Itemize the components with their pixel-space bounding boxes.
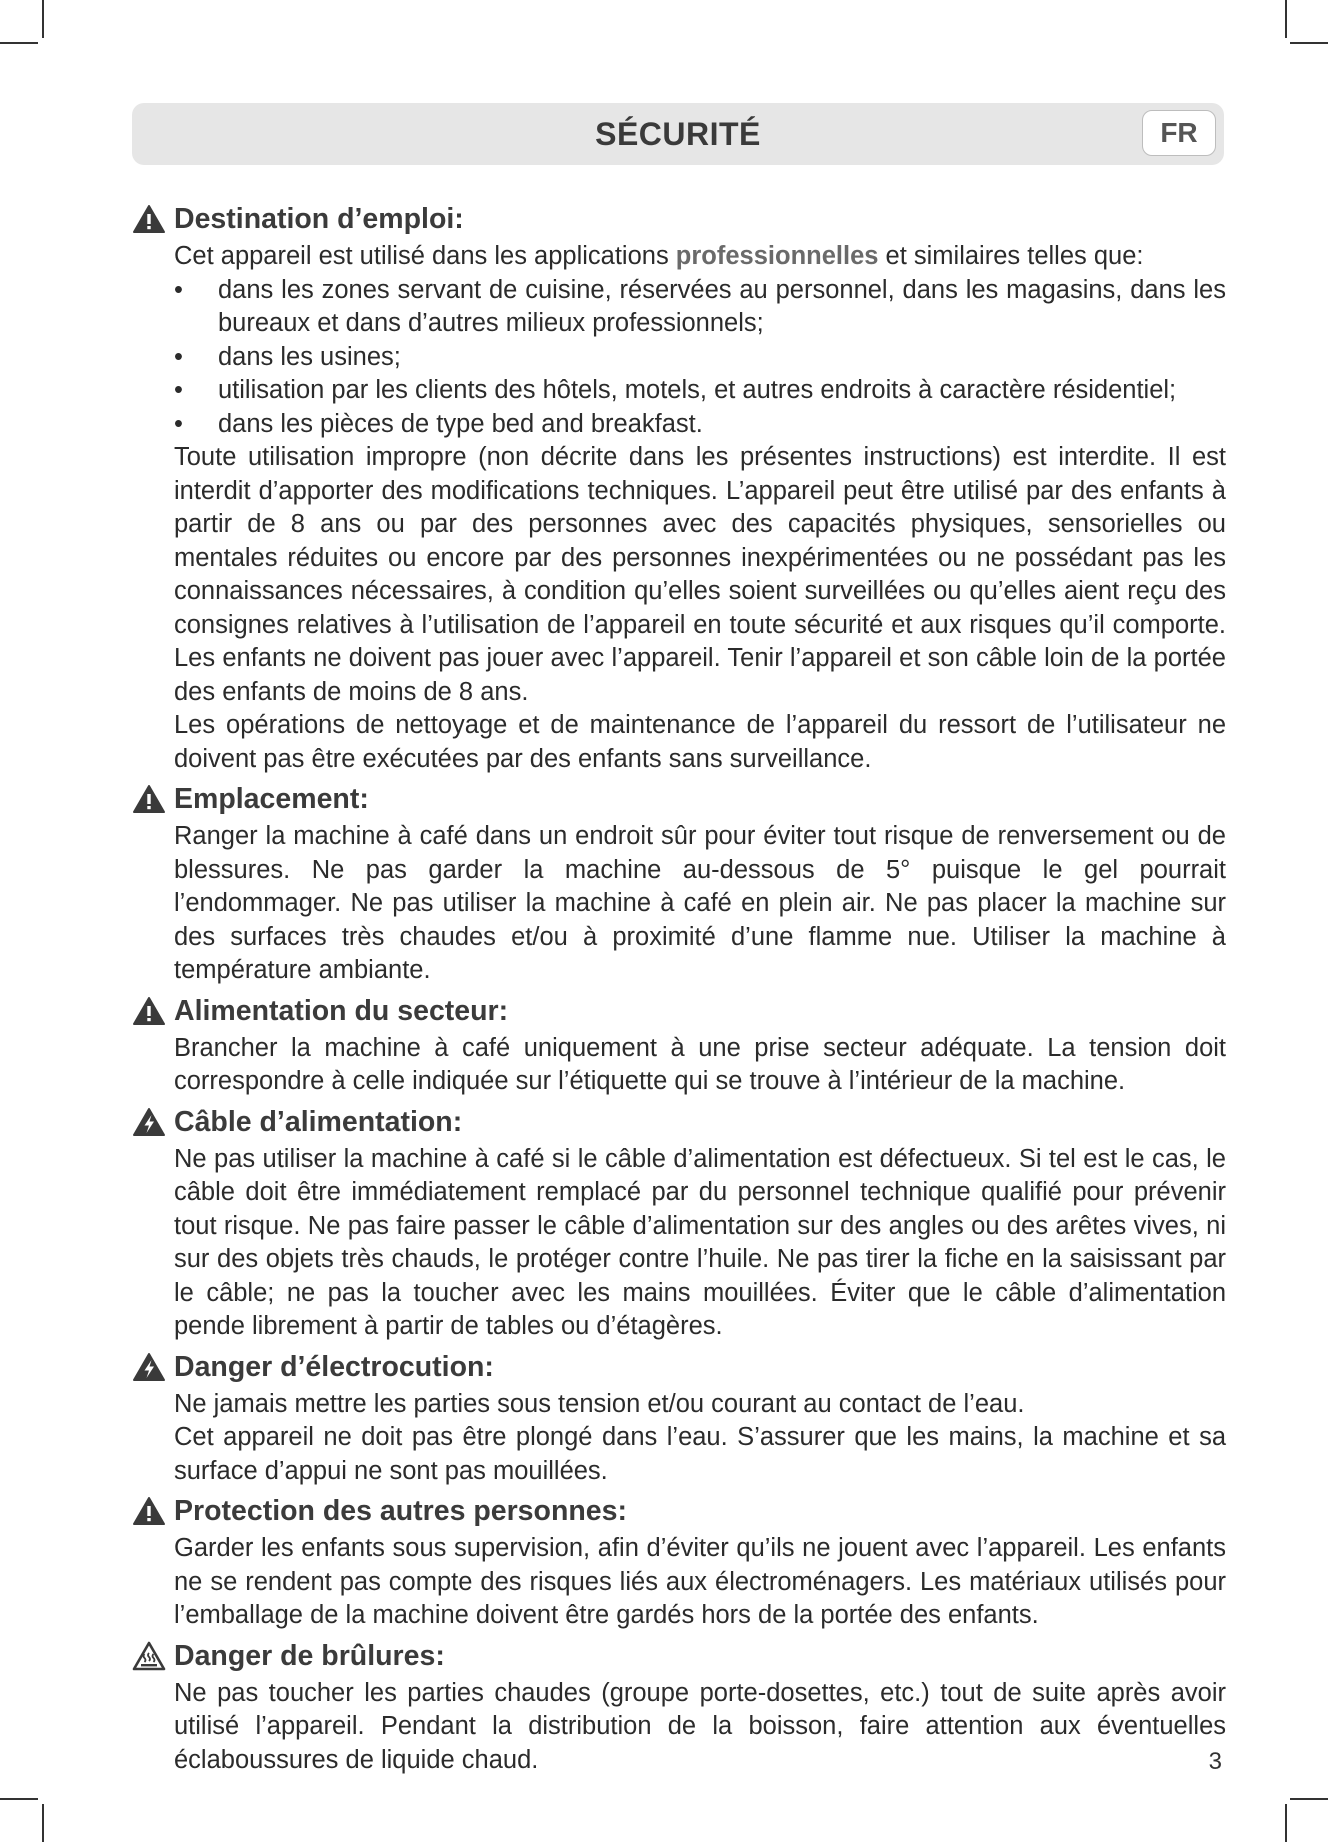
section-body [174,1388,1226,1489]
language-badge: FR [1142,110,1216,156]
paragraph: Garder les enfants sous supervision, afin d’éviter qu’ils ne jouent avec l’appareil. Les enfants ne se rendent pas compte des risques liés aux électroménagers. Les matériaux utilisés pour l’emballage de la machine doivent être gardés hors de la portée des enfants. [174,1534,1226,1629]
bullet-list [174,274,1226,442]
list-item: • utilisation par les clients des hôtels, motels, et autres endroits à caractère résidentiel; [174,374,1226,408]
section-electrocution [132,1346,1226,1489]
paragraph: Ne pas toucher les parties chaudes (groupe porte-dosettes, etc.) tout de suite après avoir utilisé l’appareil. Pendant la distribution de la boisson, faire attention aux éventuelles éclaboussures de liquide chaud. [174,1678,1226,1774]
section-protection-others [132,1490,1226,1633]
section-heading [132,1635,1226,1677]
section-heading [132,1346,1226,1388]
section-body [174,1677,1226,1778]
intro-text: et similaires telles que: [878,242,1144,270]
safety-content [132,198,1226,1779]
section-title: Danger de brûlures: [174,1639,445,1672]
electric-warning-icon [132,1106,166,1138]
warning-icon [132,203,166,235]
crop-mark [1290,1798,1328,1800]
section-heading [132,990,1226,1032]
crop-mark [1290,42,1328,44]
section-title: Emplacement: [174,783,369,815]
page-number: 3 [1208,1748,1222,1775]
list-item: • dans les usines; [174,341,1226,375]
intro-highlight: professionnelles [675,242,879,270]
section-heading [132,1490,1226,1532]
warning-icon [132,1495,166,1527]
paragraph: Ne pas utiliser la machine à café si le câble d’alimentation est défectueux. Si tel est le cas, le câble doit être immédiatement remplacé par du personnel technique qualifié pour prévenir tout risque. Ne pas faire passer le câble d’alimentation sur des angles ou des arêtes vives, ni sur des objets très chauds, le protéger contre l’huile. Ne pas tirer la fiche en la saisissant par le câble; ne pas la toucher avec les mains mouillées. Éviter que le câble d’alimentation pende librement à partir de tables ou d’étagères. [174,1144,1226,1340]
section-title: Destination d’emploi: [174,203,464,235]
list-item: • dans les pièces de type bed and breakfast. [174,408,1226,442]
warning-icon [132,783,166,815]
hot-surface-warning-icon [132,1640,166,1672]
section-body [174,1532,1226,1633]
section-title: Danger d’électrocution: [174,1350,494,1383]
paragraph: Cet appareil ne doit pas être plongé dans l’eau. S’assurer que les mains, la machine et sa surface d’appui ne sont pas mouillées. [174,1423,1226,1485]
section-heading [132,198,1226,240]
crop-mark [0,42,38,44]
section-power-supply [132,990,1226,1099]
section-title: Câble d’alimentation: [174,1105,463,1138]
crop-mark [1285,0,1287,38]
crop-mark [42,0,44,38]
warning-icon [132,995,166,1027]
intro-text: Cet appareil est utilisé dans les applications [174,242,676,270]
section-body [174,1143,1226,1344]
paragraph: Toute utilisation impropre (non décrite dans les présentes instructions) est interdite. Il est interdit d’apporter des modifications techniques. L’appareil peut être utilisé par des enfants à partir de 8 ans ou par des personnes avec des capacités physiques, sensorielles ou mentales réduites ou encore par des personnes inexpérimentées ou ne possédant pas les connaissances nécessaires, à condition qu’elles soient surveillées ou qu’elles aient reçu des consignes relatives à l’utilisation de l’appareil en toute sécurité et aux risques qu’il comporte. Les enfants ne doivent pas jouer avec l’appareil. Tenir l’appareil et son câble loin de la portée des enfants de moins de 8 ans. [174,443,1226,706]
section-header-bar [132,103,1224,165]
paragraph: Ne jamais mettre les parties sous tension et/ou courant au contact de l’eau. [174,1389,1025,1418]
crop-mark [0,1798,38,1800]
list-item: • dans les zones servant de cuisine, réservées au personnel, dans les magasins, dans les bureaux et dans d’autres milieux professionnels; [174,274,1226,341]
page-title: SÉCURITÉ [595,116,761,152]
section-intro [174,240,1226,274]
section-title: Protection des autres personnes: [174,1495,627,1527]
section-body [174,1032,1226,1099]
section-heading [132,1101,1226,1143]
paragraph: Les opérations de nettoyage et de maintenance de l’appareil du ressort de l’utilisateur ne doivent pas être exécutées par des enfants sans surveillance. [174,711,1226,773]
section-body [174,240,1226,776]
section-body [174,820,1226,988]
section-title: Alimentation du secteur: [174,994,509,1027]
paragraph: Brancher la machine à café uniquement à une prise secteur adéquate. La tension doit correspondre à celle indiquée sur l’étiquette qui se trouve à l’intérieur de la machine. [174,1033,1226,1095]
section-burn-danger [132,1635,1226,1778]
section-intended-use [132,198,1226,776]
electric-warning-icon [132,1351,166,1383]
section-power-cable [132,1101,1226,1344]
section-heading [132,778,1226,820]
crop-mark [1285,1804,1287,1842]
crop-mark [42,1804,44,1842]
section-location [132,778,1226,988]
paragraph: Ranger la machine à café dans un endroit sûr pour éviter tout risque de renversement ou de blessures. Ne pas garder la machine au-dessous de 5° puisque le gel pourrait l’endommager. Ne pas utiliser la machine à café en plein air. Ne pas placer la machine sur des surfaces très chaudes et/ou à proximité d’une flamme nue. Utiliser la machine à température ambiante. [174,822,1226,984]
